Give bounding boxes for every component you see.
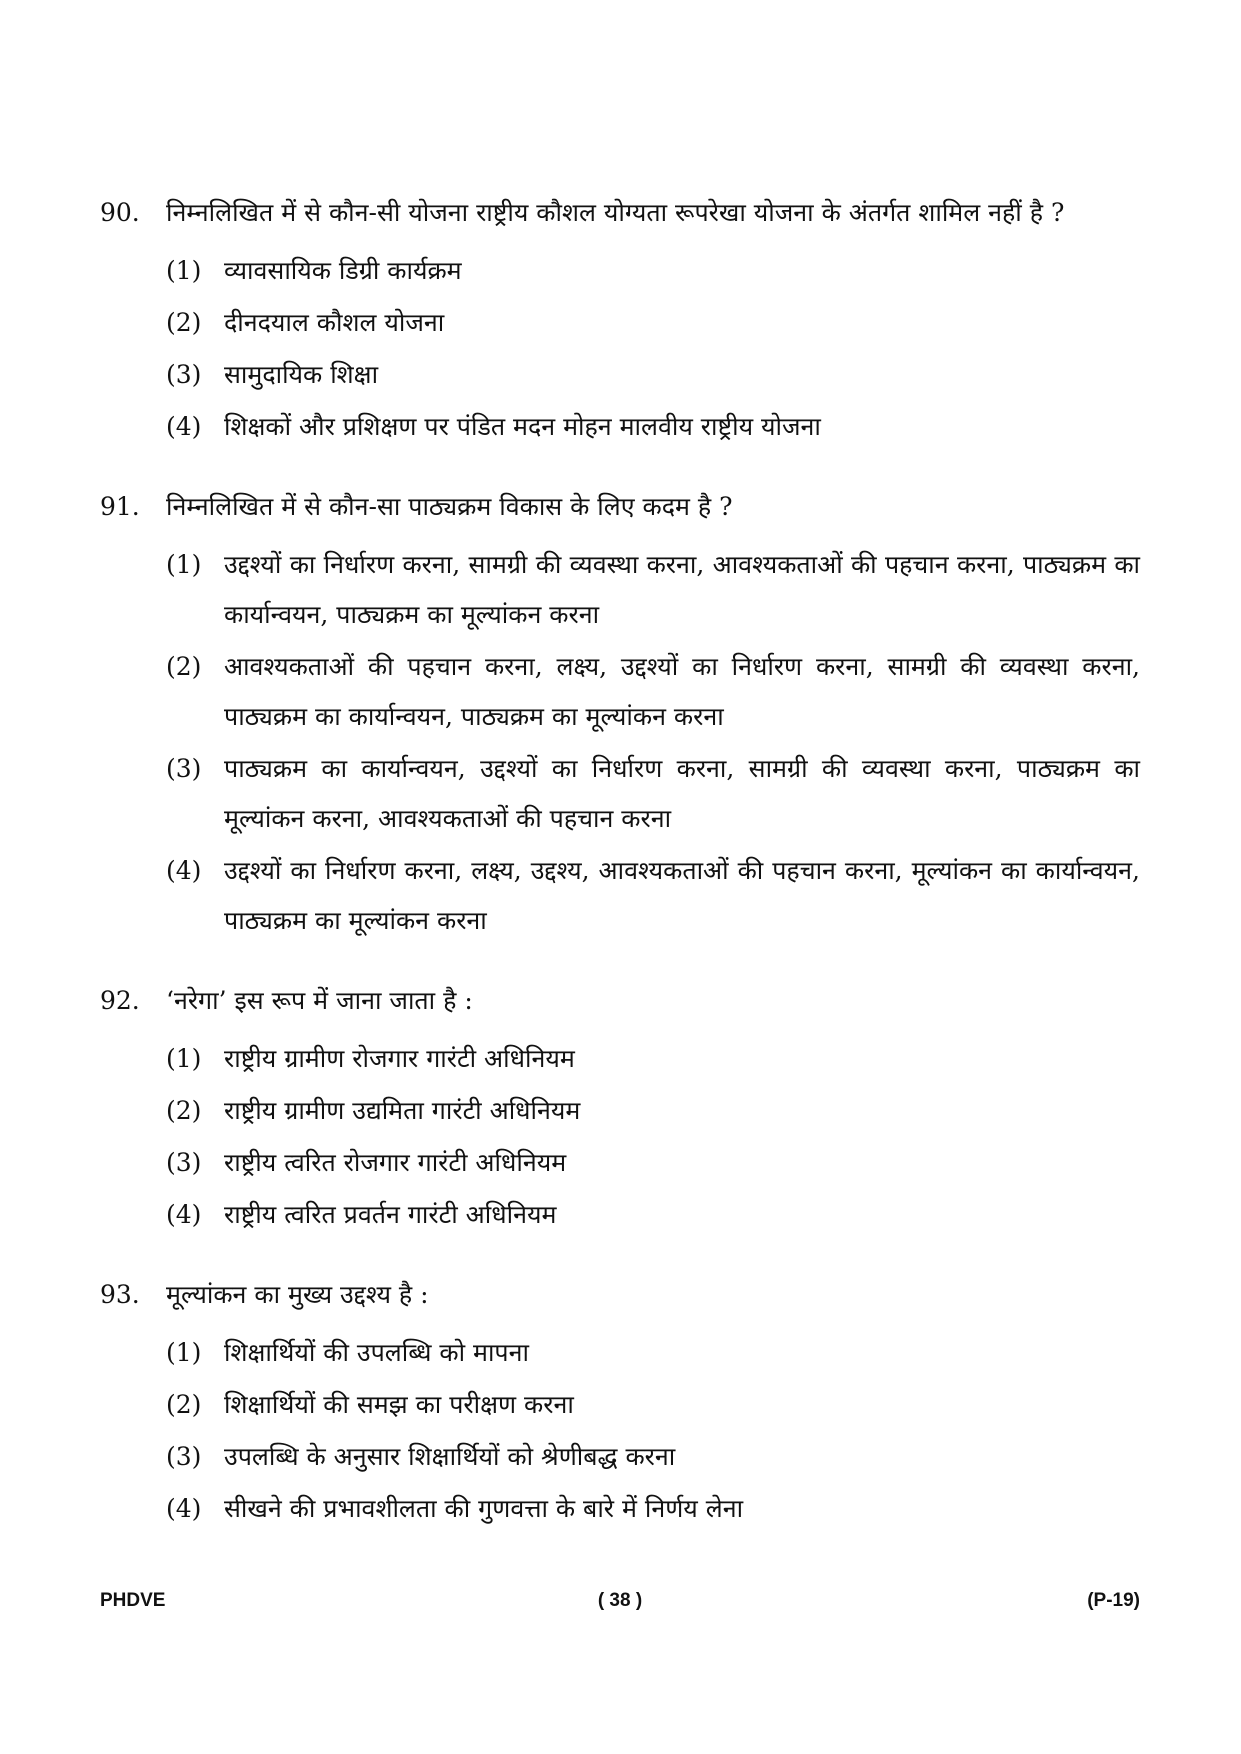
option-number: (1) bbox=[166, 550, 202, 579]
option-number: (3) bbox=[166, 754, 202, 783]
option-list bbox=[166, 246, 1140, 452]
option-2 bbox=[166, 1086, 1140, 1136]
option-number: (2) bbox=[166, 1096, 202, 1125]
question-stem bbox=[100, 482, 1140, 532]
question-90 bbox=[100, 188, 1140, 452]
option-text: आवश्यकताओं की पहचान करना, लक्ष्य, उद्दश्यों का निर्धारण करना, सामग्री की व्यवस्था करना, पाठ्यक्रम का कार्यान्वयन, पाठ्यक्रम का मूल्यांकन करना bbox=[224, 652, 1140, 731]
option-2 bbox=[166, 642, 1140, 742]
question-number: 91. bbox=[100, 492, 140, 521]
footer-course-code: PHDVE bbox=[100, 1590, 166, 1611]
option-text: शिक्षकों और प्रशिक्षण पर पंडित मदन मोहन मालवीय राष्ट्रीय योजना bbox=[224, 412, 821, 441]
option-number: (2) bbox=[166, 652, 202, 681]
option-text: उद्दश्यों का निर्धारण करना, सामग्री की व्यवस्था करना, आवश्यकताओं की पहचान करना, पाठ्यक्रम का कार्यान्वयन, पाठ्यक्रम का मूल्यांकन करना bbox=[224, 550, 1140, 629]
option-number: (3) bbox=[166, 1442, 202, 1471]
option-list bbox=[166, 1034, 1140, 1240]
option-number: (2) bbox=[166, 308, 202, 337]
question-number: 93. bbox=[100, 1280, 140, 1309]
option-text: राष्ट्रीय ग्रामीण उद्यमिता गारंटी अधिनियम bbox=[224, 1096, 581, 1125]
footer-paper-code: (P-19) bbox=[1087, 1590, 1140, 1611]
option-text: उपलब्धि के अनुसार शिक्षार्थियों को श्रेणीबद्ध करना bbox=[224, 1442, 676, 1471]
option-number: (2) bbox=[166, 1390, 202, 1419]
question-stem bbox=[100, 1270, 1140, 1320]
option-text: दीनदयाल कौशल योजना bbox=[224, 308, 445, 337]
option-text: व्यावसायिक डिग्री कार्यक्रम bbox=[224, 256, 462, 285]
option-number: (3) bbox=[166, 360, 202, 389]
question-93 bbox=[100, 1270, 1140, 1534]
option-text: पाठ्यक्रम का कार्यान्वयन, उद्दश्यों का निर्धारण करना, सामग्री की व्यवस्था करना, पाठ्यक्रम का मूल्यांकन करना, आवश्यकताओं की पहचान करना bbox=[224, 754, 1140, 833]
page-footer bbox=[100, 1590, 1140, 1620]
option-number: (1) bbox=[166, 256, 202, 285]
option-2 bbox=[166, 1380, 1140, 1430]
question-text: ‘नरेगा’ इस रूप में जाना जाता है : bbox=[166, 986, 473, 1015]
option-text: राष्ट्रीय त्वरित रोजगार गारंटी अधिनियम bbox=[224, 1148, 567, 1177]
option-1 bbox=[166, 246, 1140, 296]
option-number: (1) bbox=[166, 1338, 202, 1367]
option-number: (4) bbox=[166, 1494, 202, 1523]
option-number: (3) bbox=[166, 1148, 202, 1177]
option-text: सामुदायिक शिक्षा bbox=[224, 360, 379, 389]
option-3 bbox=[166, 744, 1140, 844]
option-number: (1) bbox=[166, 1044, 202, 1073]
option-4 bbox=[166, 1484, 1140, 1534]
option-4 bbox=[166, 846, 1140, 946]
option-3 bbox=[166, 1432, 1140, 1482]
option-list bbox=[166, 1328, 1140, 1534]
option-number: (4) bbox=[166, 856, 202, 885]
option-text: उद्दश्यों का निर्धारण करना, लक्ष्य, उद्दश्य, आवश्यकताओं की पहचान करना, मूल्यांकन का कार्यान्वयन, पाठ्यक्रम का मूल्यांकन करना bbox=[224, 856, 1140, 935]
option-number: (4) bbox=[166, 412, 202, 441]
footer-page-number: ( 38 ) bbox=[597, 1590, 643, 1611]
option-list bbox=[166, 540, 1140, 946]
option-1 bbox=[166, 1034, 1140, 1084]
option-text: शिक्षार्थियों की उपलब्धि को मापना bbox=[224, 1338, 529, 1367]
question-text: निम्नलिखित में से कौन-सी योजना राष्ट्रीय कौशल योग्यता रूपरेखा योजना के अंतर्गत शामिल नहीं है ? bbox=[166, 198, 1065, 227]
question-stem bbox=[100, 976, 1140, 1026]
question-92 bbox=[100, 976, 1140, 1240]
option-text: राष्ट्रीय ग्रामीण रोजगार गारंटी अधिनियम bbox=[224, 1044, 575, 1073]
option-4 bbox=[166, 1190, 1140, 1240]
question-list bbox=[100, 188, 1140, 1564]
option-2 bbox=[166, 298, 1140, 348]
option-text: सीखने की प्रभावशीलता की गुणवत्ता के बारे में निर्णय लेना bbox=[224, 1494, 744, 1523]
question-text: निम्नलिखित में से कौन-सा पाठ्यक्रम विकास के लिए कदम है ? bbox=[166, 492, 733, 521]
option-text: राष्ट्रीय त्वरित प्रवर्तन गारंटी अधिनियम bbox=[224, 1200, 557, 1229]
option-3 bbox=[166, 1138, 1140, 1188]
option-number: (4) bbox=[166, 1200, 202, 1229]
question-number: 92. bbox=[100, 986, 140, 1015]
option-1 bbox=[166, 540, 1140, 640]
option-text: शिक्षार्थियों की समझ का परीक्षण करना bbox=[224, 1390, 574, 1419]
option-1 bbox=[166, 1328, 1140, 1378]
option-4 bbox=[166, 402, 1140, 452]
question-91 bbox=[100, 482, 1140, 946]
option-3 bbox=[166, 350, 1140, 400]
question-stem bbox=[100, 188, 1140, 238]
question-text: मूल्यांकन का मुख्य उद्दश्य है : bbox=[166, 1280, 429, 1309]
question-number: 90. bbox=[100, 198, 140, 227]
